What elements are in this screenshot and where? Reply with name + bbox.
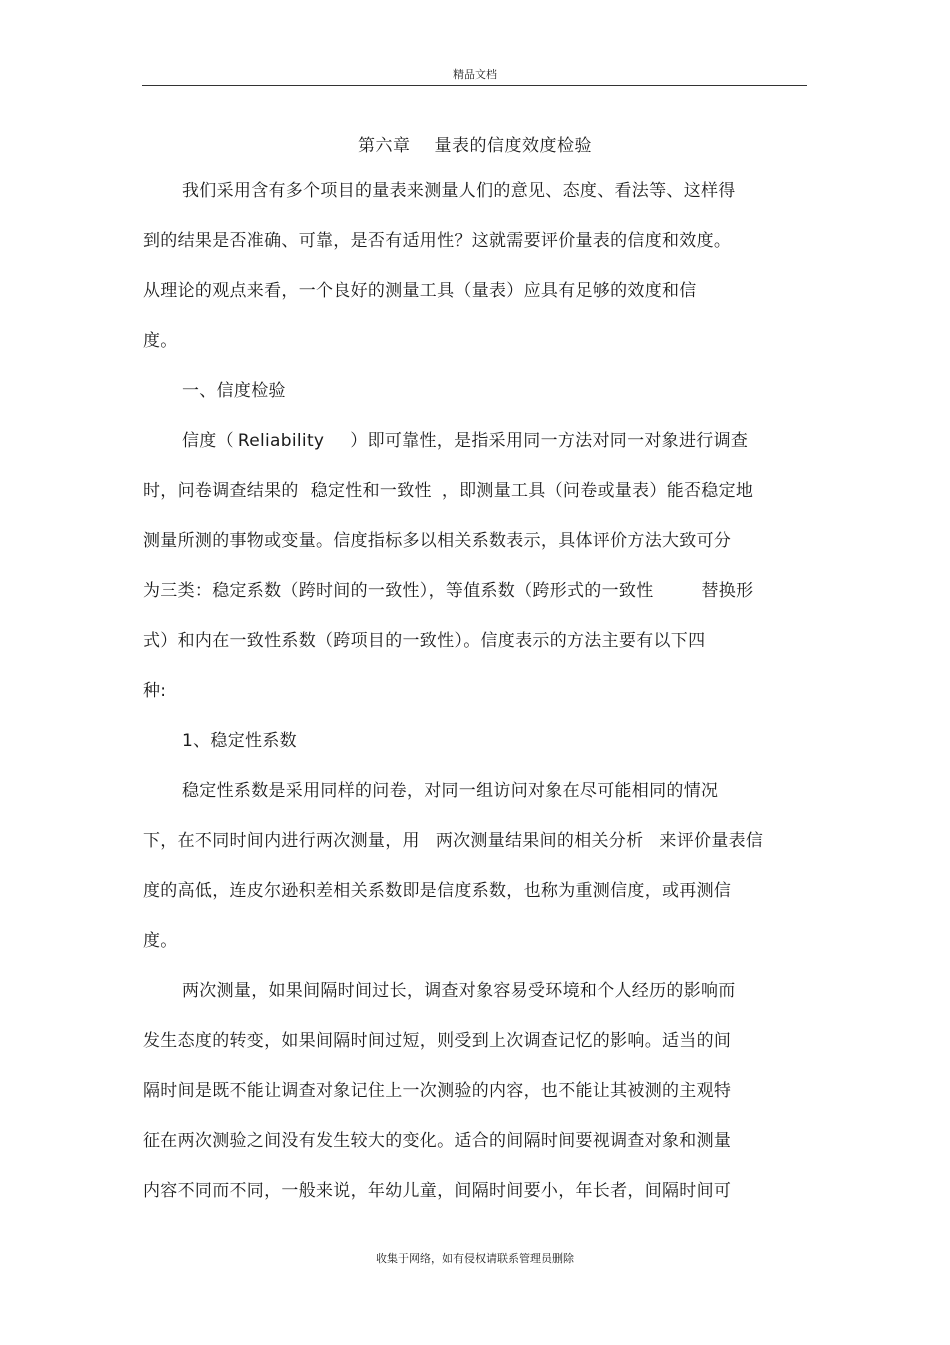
page-header: 精品文档 bbox=[453, 68, 497, 81]
interval-line-1: 两次测量，如果间隔时间过长，调查对象容易受环境和个人经历的影响而 bbox=[182, 981, 736, 1001]
reliability-line-3: 测量所测的事物或变量。信度指标多以相关系数表示，具体评价方法大致可分 bbox=[143, 531, 732, 551]
stability-line-1: 稳定性系数是采用同样的问卷，对同一组访问对象在尽可能相同的情况 bbox=[182, 781, 719, 801]
section-heading-reliability: 一、信度检验 bbox=[182, 381, 286, 401]
reliability-line-1 bbox=[182, 430, 748, 452]
reliability-term: Reliability bbox=[237, 431, 325, 451]
stability-line-3: 度的高低，连皮尔逊积差相关系数即是信度系数，也称为重测信度，或再测信 bbox=[143, 881, 732, 901]
reliability-line-4 bbox=[143, 580, 753, 602]
interval-line-3: 隔时间是既不能让调查对象记住上一次测验的内容，也不能让其被测的主观特 bbox=[143, 1081, 732, 1101]
intro-line-2: 到的结果是否准确、可靠，是否有适用性？这就需要评价量表的信度和效度。 bbox=[143, 231, 732, 251]
interval-line-2: 发生态度的转变，如果间隔时间过短，则受到上次调查记忆的影响。适当的间 bbox=[143, 1031, 732, 1051]
chapter-title bbox=[0, 131, 950, 156]
intro-line-3: 从理论的观点来看，一个良好的测量工具（量表）应具有足够的效度和信 bbox=[143, 281, 697, 301]
header-divider bbox=[142, 85, 807, 86]
reliability-text: 时，问卷调查结果的 bbox=[143, 481, 299, 501]
reliability-line-5: 式）和内在一致性系数（跨项目的一致性）。信度表示的方法主要有以下四 bbox=[143, 631, 706, 651]
reliability-text: ，即测量工具（问卷或量表）能否稳定地 bbox=[441, 481, 754, 501]
stability-line-4: 度。 bbox=[143, 931, 178, 951]
reliability-text: 替换形 bbox=[701, 581, 754, 601]
reliability-line-6: 种: bbox=[143, 681, 167, 701]
intro-line-4: 度。 bbox=[143, 331, 178, 351]
chapter-number: 第六章 bbox=[358, 136, 411, 156]
interval-line-5: 内容不同而不同，一般来说，年幼儿童，间隔时间要小，年长者，间隔时间可 bbox=[143, 1181, 732, 1201]
stability-text: 下，在不同时间内进行两次测量，用 bbox=[143, 831, 420, 851]
reliability-line-2 bbox=[143, 480, 753, 502]
subsection-heading-stability: 1、稳定性系数 bbox=[182, 731, 297, 751]
page-footer: 收集于网络，如有侵权请联系管理员删除 bbox=[376, 1252, 574, 1265]
interval-line-4: 征在两次测验之间没有发生较大的变化。适合的间隔时间要视调查对象和测量 bbox=[143, 1131, 732, 1151]
stability-text: 来评价量表信 bbox=[659, 831, 764, 851]
reliability-text: 信度（ bbox=[182, 431, 234, 451]
chapter-name: 量表的信度效度检验 bbox=[434, 136, 592, 156]
reliability-text: ）即可靠性，是指采用同一方法对同一对象进行调查 bbox=[350, 431, 749, 451]
stability-line-2 bbox=[143, 830, 763, 852]
stability-emphasis: 两次测量结果间的相关分析 bbox=[435, 831, 644, 851]
reliability-text: 为三类：稳定系数（跨时间的一致性），等值系数（跨形式的一致性 bbox=[143, 581, 654, 601]
intro-line-1: 我们采用含有多个项目的量表来测量人们的意见、态度、看法等、这样得 bbox=[182, 181, 736, 201]
reliability-emphasis: 稳定性和一致性 bbox=[310, 481, 432, 501]
